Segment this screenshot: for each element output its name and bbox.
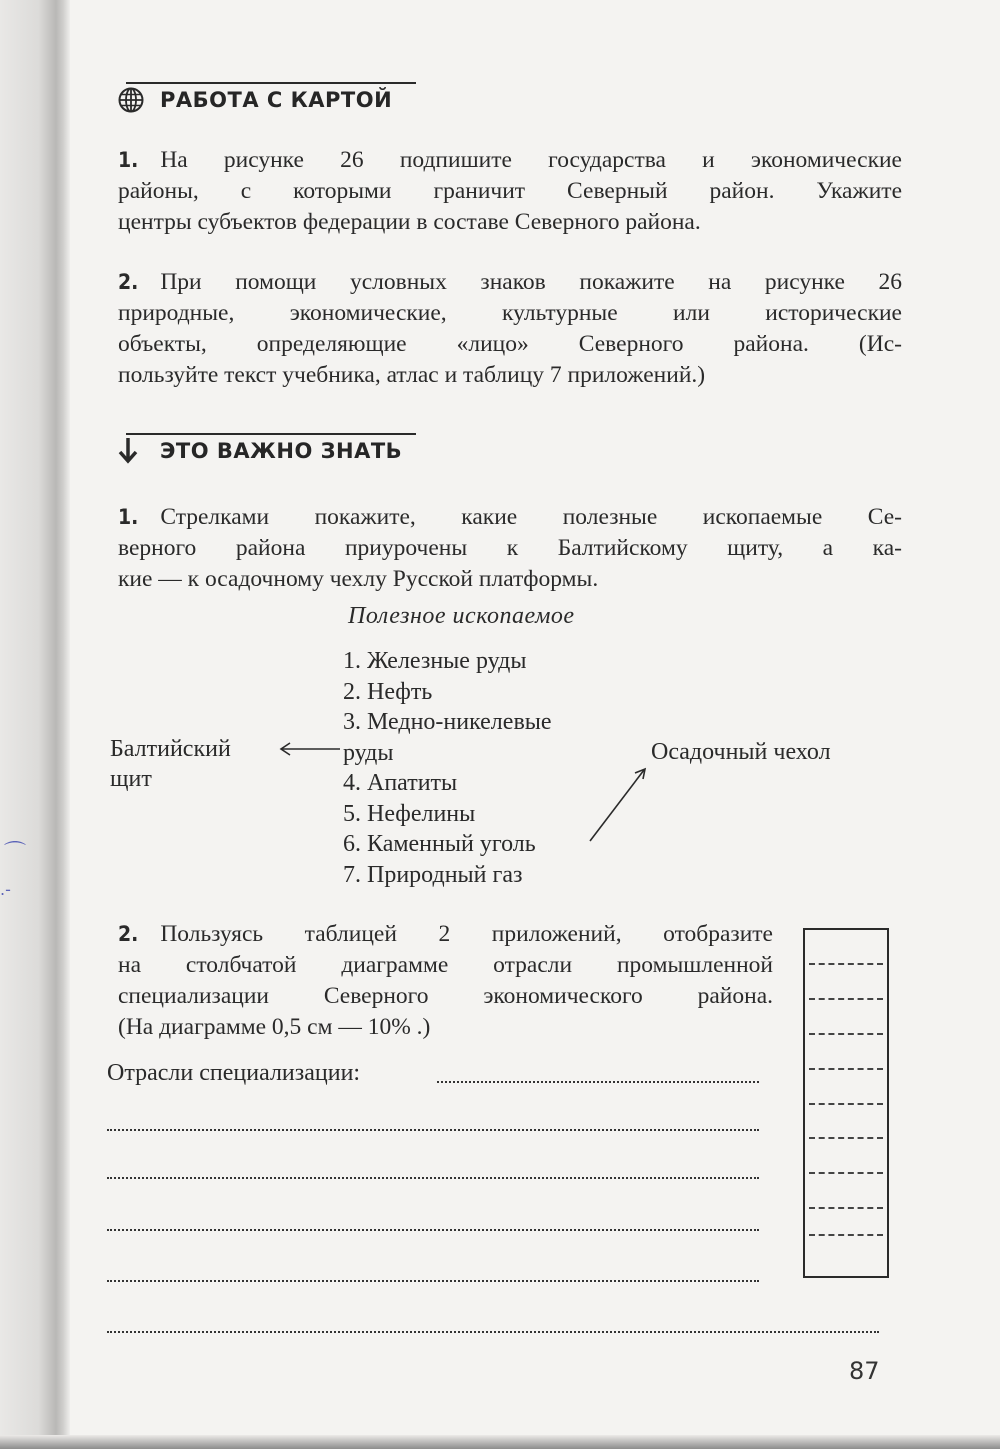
chart-grid-line [809, 1137, 883, 1139]
label-line: щит [110, 766, 152, 792]
mineral-item: руды [343, 739, 394, 766]
task-important-2 [118, 919, 773, 1043]
sedimentary-cover-label: Осадочный чехол [651, 739, 831, 765]
answer-line[interactable] [107, 1177, 759, 1179]
task-text-line: верного района приурочены к Балтийскому щиту, а ка- [118, 535, 902, 561]
section-rule [126, 82, 416, 84]
task-text-line: Пользуясь таблицей 2 приложений, отобразите [160, 921, 773, 947]
mineral-item: 4. Апатиты [343, 770, 458, 796]
answer-line[interactable] [107, 1280, 759, 1282]
chart-grid-line [809, 1068, 883, 1070]
section-rule [126, 433, 416, 435]
page-number: 87 [849, 1357, 880, 1385]
mineral-item: 2. Нефть [343, 678, 433, 705]
mineral-item: 1. Железные руды [343, 648, 527, 674]
mineral-item: 3. Медно-никелевые [343, 709, 552, 735]
task-text-line: специализации Северного экономического района. [118, 983, 773, 1009]
section-title: ЭТО ВАЖНО ЗНАТЬ [160, 439, 403, 463]
chart-grid-line [809, 1033, 883, 1035]
arrow-to-baltic-shield [281, 743, 340, 755]
task-text-line: пользуйте текст учебника, атлас и таблицу 7 приложений.) [118, 362, 706, 388]
answer-line[interactable] [107, 1129, 759, 1131]
task-text-line: На рисунке 26 подпишите государства и экономические [160, 147, 902, 173]
answer-line[interactable] [107, 1331, 879, 1333]
mineral-list-title: Полезное ископаемое [348, 603, 575, 629]
mineral-item: 7. Природный газ [343, 861, 523, 888]
page-bottom-edge [0, 1435, 1000, 1449]
chart-grid-line [809, 1172, 883, 1174]
task-text-line: кие — к осадочному чехлу Русской платформы. [118, 566, 599, 592]
task-text-line: (На диаграмме 0,5 см — 10% .) [118, 1014, 431, 1040]
chart-grid-line [809, 1207, 883, 1209]
section-header-map-work [118, 87, 392, 113]
task-number: 1. [118, 505, 139, 529]
task-text-line: районы, с которыми граничит Северный район. Укажите [118, 178, 902, 204]
task-map-2 [118, 267, 902, 391]
specialization-label: Отрасли специализации: [107, 1060, 361, 1086]
section-title: РАБОТА С КАРТОЙ [160, 88, 393, 112]
chart-grid-line [809, 963, 883, 965]
task-number: 1. [118, 148, 139, 172]
task-number: 2. [118, 270, 139, 294]
chart-grid-line [809, 1103, 883, 1105]
task-text-line: центры субъектов федерации в составе Северного района. [118, 209, 701, 235]
mineral-item: 5. Нефелины [343, 800, 476, 827]
task-text-line: Стрелками покажите, какие полезные ископаемые Се- [160, 504, 902, 530]
globe-icon [118, 87, 144, 113]
label-line: Балтийский [110, 736, 231, 762]
chart-grid-line [809, 1234, 883, 1236]
arrow-to-sedimentary-cover [590, 769, 645, 841]
arrow-down-icon [118, 438, 144, 464]
answer-line[interactable] [107, 1229, 759, 1231]
task-map-1 [118, 145, 902, 238]
mineral-item: 6. Каменный уголь [343, 831, 536, 857]
mineral-list [343, 646, 552, 890]
task-important-1 [118, 502, 902, 595]
book-gutter [0, 0, 70, 1449]
task-text-line: на столбчатой диаграмме отрасли промышленной [118, 952, 773, 978]
bar-chart-answer-box[interactable] [803, 928, 889, 1278]
task-text-line: объекты, определяющие «лицо» Северного района. (Ис- [118, 331, 902, 357]
pen-mark: .- [0, 880, 11, 899]
task-text-line: При помощи условных знаков покажите на рисунке 26 [160, 269, 902, 295]
task-text-line: природные, экономические, культурные или исторические [118, 300, 902, 326]
baltic-shield-label [110, 734, 231, 794]
chart-grid-line [809, 998, 883, 1000]
section-header-important [118, 438, 402, 464]
pen-mark: ⌒ [4, 841, 27, 866]
answer-line[interactable] [437, 1081, 759, 1083]
task-number: 2. [118, 922, 139, 946]
